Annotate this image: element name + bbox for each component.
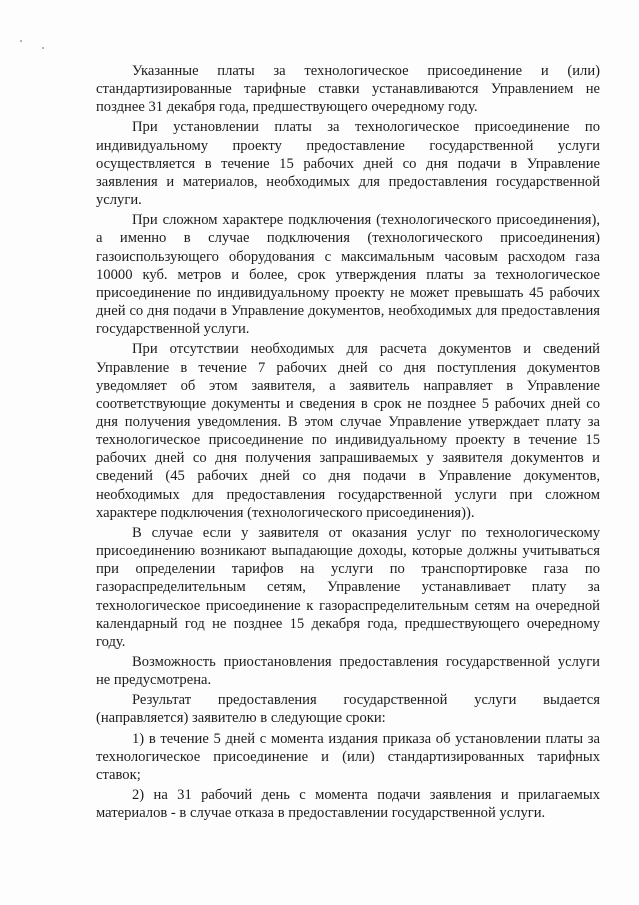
scan-speck	[20, 40, 22, 42]
list-item-term-2: 2) на 31 рабочий день с момента подачи заявления и прилагаемых материалов - в случае отказа в предоставлении государственной услуги.	[96, 787, 600, 822]
paragraph-no-suspension: Возможность приостановления предоставления государственной услуги не предусмотрена.	[96, 654, 600, 689]
paragraph-individual-project: При установлении платы за технологическое присоединение по индивидуальному проекту предоставление государственной услуги осуществляется в течение 15 рабочих дней со дня подачи в Управление заявления и материалов, необходимых для предоставления государственной услуги.	[96, 119, 600, 209]
scan-speck	[42, 47, 44, 49]
paragraph-missing-documents: При отсутствии необходимых для расчета документов и сведений Управление в течение 7 рабочих дней со дня поступления документов уведомляет об этом заявителя, а заявитель направляет в Управление соответствующие документы и сведения в срок не позднее 5 рабочих дней со дня получения уведомления. В этом случае Управление утверждает плату за технологическое присоединение по индивидуальному проекту в течение 15 рабочих дней со дня получения запрашиваемых у заявителя документов и сведений (45 рабочих дней со дня подачи в Управление документов, необходимых для предоставления государственной услуги при сложном характере подключения (технологического присоединения)).	[96, 341, 600, 521]
document-body	[96, 62, 600, 824]
paragraph-tariff-deadline: Указанные платы за технологическое присоединение и (или) стандартизированные тарифные ставки устанавливаются Управлением не позднее 31 декабря года, предшествующего очередному году.	[96, 63, 600, 116]
paragraph-lost-income: В случае если у заявителя от оказания услуг по технологическому присоединению возникают выпадающие доходы, которые должны учитываться при определении тарифов на услуги по транспортировке газа по газораспределительным сетям, Управление устанавливает плату за технологическое присоединение к газораспределительным сетям на очередной календарный год не позднее 15 декабря года, предшествующего очередному году.	[96, 524, 600, 650]
paragraph-result-terms: Результат предоставления государственной услуги выдается (направляется) заявителю в следующие сроки:	[96, 692, 600, 727]
list-item-term-1: 1) в течение 5 дней с момента издания приказа об установлении платы за технологическое присоединение и (или) стандартизированных тарифных ставок;	[96, 730, 600, 783]
paragraph-complex-connection: При сложном характере подключения (технологического присоединения), а именно в случае подключения (технологического присоединения) газоиспользующего оборудования с максимальным часовым расходом газа 10000 куб. метров и более, срок утверждения платы за технологическое присоединение по индивидуальному проекту не может превышать 45 рабочих дней со дня подачи в Управление документов, необходимых для предоставления государственной услуги.	[96, 212, 600, 338]
